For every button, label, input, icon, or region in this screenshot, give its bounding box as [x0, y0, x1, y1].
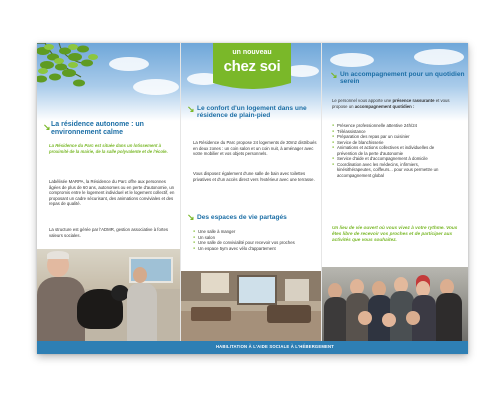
list-item: ● Présence professionnelle attentive 24h/24: [332, 123, 454, 129]
staff-group-photo: [322, 267, 468, 341]
intro-text: La Résidence du Parc est située dans un lotissement à proximité de la mairie, de la salle polyvalente et de l'école.: [49, 143, 168, 154]
right-panel: [321, 43, 468, 354]
body-paragraph: Labélisée MARPA, la Résidence du Parc offre aux personnes âgées de plus de 60 ans, autonomes ou en perte d'autonomie, un compromis entre le logement individuel et le logement collectif, en proposant un cadre sécurisant, des animations conviviales et des repas de qualité.: [49, 179, 175, 206]
interior-photo: [181, 271, 321, 341]
list-item: ● Service d'aide et d'accompagnement à domicile: [332, 156, 454, 162]
tree-leaves-illustration: [37, 43, 107, 113]
section-heading: Un accompagnement pour un quotidien serein: [340, 71, 465, 86]
arrow-icon: ↘: [187, 104, 195, 114]
title-line-2: chez soi: [223, 58, 281, 75]
arrow-icon: ↘: [43, 122, 51, 132]
list-item: ● Coordination avec les médecins, infirmiers, kinésithérapeutes, coiffeurs... pour vous permettre un accompagnement global: [332, 162, 454, 179]
title-line-1: un nouveau: [232, 49, 272, 56]
intro-text: Le personnel vous apporte une présence rassurante et vous propose un accompagnement quotidien :: [332, 98, 450, 109]
body-paragraph: La structure est gérée par l'ADMR, gestion associative à fortes valeurs sociales.: [49, 227, 169, 238]
left-panel: [37, 43, 180, 354]
footer-band-text: HABILITATION À L'AIDE SOCIALE À L'HÉBERGEMENT: [215, 344, 335, 349]
list-item: ● Un espace 5ym avec vélo d'appartement: [193, 246, 317, 252]
middle-panel: [180, 43, 321, 354]
cloud: [109, 57, 149, 71]
cloud: [330, 53, 374, 67]
section-heading: Des espaces de vie partagés: [197, 214, 287, 221]
brochure-spread: [37, 43, 468, 354]
body-paragraph: La Résidence du Parc propose 24 logements de 30m2 distribués en deux zones : un coin salon et un coin nuit, à aménager avec votre mobilier et vos objets personnels.: [193, 140, 317, 156]
list-item: ● Service de blanchisserie: [332, 140, 454, 146]
services-list: [332, 123, 454, 178]
shared-spaces-list: [193, 229, 317, 251]
resident-photo: [37, 249, 180, 341]
cloud: [133, 79, 179, 95]
arrow-icon: ↘: [187, 212, 195, 222]
list-item: ● Une salle de convivialité pour recevoir vos proches: [193, 240, 317, 246]
body-paragraph: Vous disposez également d'une salle de bain avec toilettes privatives et d'un accès direct vers l'extérieur avec une terrasse.: [193, 171, 315, 182]
arrow-icon: ↘: [330, 70, 338, 80]
section-heading: Le confort d'un logement dans une résidence de plain-pied: [197, 105, 307, 120]
list-item: ● Une salle à manger: [193, 229, 317, 235]
closing-text: Un lieu de vie ouvert où vous vivez à votre rythme. Vous êtes libre de recevoir vos proches et de participer aux activités que vous souhaitez.: [332, 225, 458, 243]
cloud: [414, 49, 464, 65]
list-item: ● Téléassistance: [332, 129, 454, 135]
list-item: ● Animations et actions collectives et individuelles de prévention de la perte d'autonomie: [332, 145, 454, 156]
section-heading: La résidence autonome : un environnement calme: [51, 121, 144, 136]
list-item: ● Préparation des repas par un cuisinier: [332, 134, 454, 140]
list-item: ● Un salon: [193, 235, 317, 241]
